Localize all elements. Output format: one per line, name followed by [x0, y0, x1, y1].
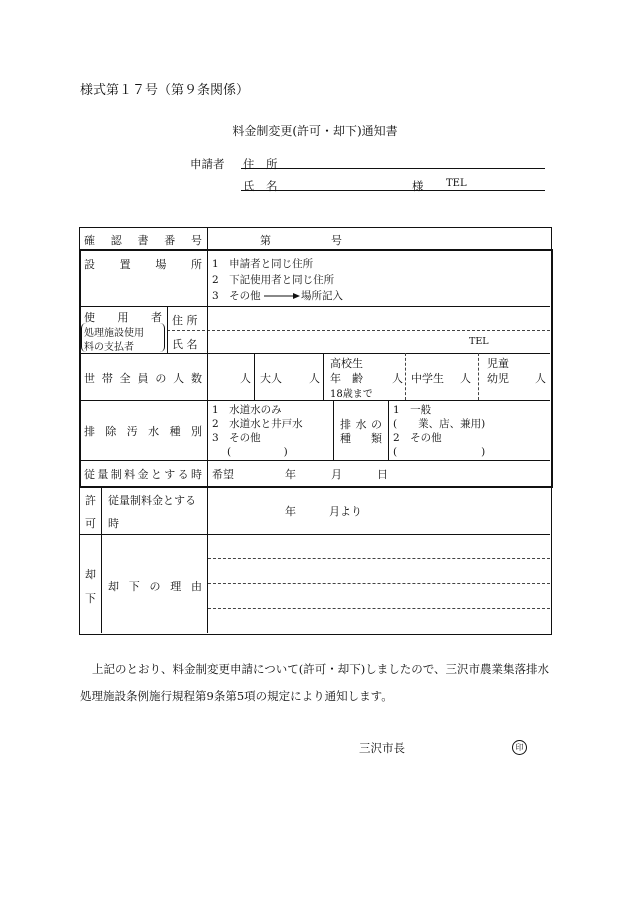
confirm-number-label: 確 認 書 番 号: [84, 234, 202, 247]
confirm-number-prefix: 第: [260, 234, 271, 247]
household-unit: 人: [240, 372, 251, 385]
applicant-name-line[interactable]: [241, 190, 545, 191]
permit-char-divider: [101, 486, 102, 633]
location-option-2[interactable]: 2 下記使用者と同じ住所: [212, 274, 335, 286]
waste-divider: [333, 400, 334, 460]
row-separator: [79, 353, 550, 354]
signer: 三沢市長: [359, 741, 405, 755]
location-option-1[interactable]: 1 申請者と同じ住所: [212, 258, 314, 270]
waste-type-label: 排 除 汚 水 種 別: [84, 425, 202, 438]
drain-option-2[interactable]: 2 その他: [393, 432, 442, 444]
applicant-tel-label: TEL: [446, 178, 467, 189]
location-arrow-text: 場所記入: [301, 290, 343, 302]
user-tel-label: TEL: [469, 336, 489, 347]
user-name-label: 氏 名: [172, 338, 198, 351]
meter-day-unit: 日: [377, 468, 388, 481]
high-school-unit: 人: [392, 372, 403, 385]
child-unit: 人: [535, 372, 546, 385]
household-divider: [323, 353, 324, 400]
row-separator-dashed: [167, 330, 550, 331]
adult-label: 大人: [260, 372, 282, 385]
reject-reason-label: 却 下 の 理 由: [108, 580, 202, 593]
user-sub-divider: [167, 306, 168, 353]
household-label: 世 帯 全 員 の 人 数: [84, 372, 202, 385]
high-school-label: 高校生: [330, 357, 363, 370]
applicant-address-line[interactable]: [241, 168, 545, 169]
child-label-2: 幼児: [487, 372, 509, 385]
drain-type-label-1: 排 水 の: [340, 418, 382, 431]
high-school-age-label: 年 齢: [330, 372, 363, 385]
applicant-honorific: 様: [412, 179, 424, 193]
notice-paragraph: 上記のとおり、料金制変更申請について(許可・却下)しましたので、三沢市農業集落排水処理施設条例施行規程第9条第5項の規定により通知します。: [80, 662, 550, 703]
row-separator: [79, 400, 550, 401]
reject-char-2: 下: [85, 592, 96, 605]
permit-text-2: 時: [108, 517, 119, 530]
meter-wish-label: 希望: [212, 468, 234, 481]
reason-line-3[interactable]: [208, 608, 550, 609]
user-sub-label-1: 処理施設使用: [84, 328, 144, 339]
waste-divider: [388, 400, 389, 460]
arrow-right-icon: [264, 291, 300, 301]
permit-text-1: 従量制料金とする: [108, 494, 196, 507]
form-number: 様式第１７号（第９条関係）: [80, 83, 250, 98]
user-sub-label-2: 料の支払者: [84, 342, 134, 353]
junior-high-label: 中学生: [411, 372, 444, 385]
seal-icon: 印: [512, 740, 527, 755]
drain-option-1[interactable]: 1 一般: [393, 404, 432, 416]
reject-char-1: 却: [85, 568, 96, 581]
location-option-3[interactable]: 3 その他: [212, 290, 261, 302]
water-other-field[interactable]: ( ): [227, 446, 288, 458]
applicant-label: 申請者: [190, 157, 225, 171]
water-option-1[interactable]: 1 水道水のみ: [212, 404, 282, 416]
meter-year-unit: 年: [285, 468, 296, 481]
meter-month-unit: 月: [331, 468, 342, 481]
confirm-number-suffix: 号: [331, 234, 342, 247]
drain-other-field[interactable]: ( ): [393, 446, 486, 458]
water-option-3[interactable]: 3 その他: [212, 432, 261, 444]
reason-line-2[interactable]: [208, 583, 550, 584]
applicant-name-label: 氏 名: [243, 179, 278, 193]
user-address-label: 住 所: [172, 314, 198, 327]
child-label-1: 児童: [487, 357, 509, 370]
adult-unit: 人: [309, 372, 320, 385]
label-column-divider: [207, 227, 208, 633]
permit-char-1: 許: [85, 494, 96, 507]
household-divider-dashed: [405, 353, 406, 400]
high-school-age-range: 18歳まで: [330, 389, 373, 400]
reason-line-1[interactable]: [208, 558, 550, 559]
household-divider-dashed: [478, 353, 479, 400]
drain-type-label-2: 種 類: [340, 432, 382, 445]
permit-from-date: 年 月より: [285, 505, 362, 518]
row-separator: [79, 460, 550, 461]
user-label: 使 用 者: [84, 311, 162, 324]
row-separator: [79, 306, 550, 307]
document-title: 料金制変更(許可・却下)通知書: [232, 124, 398, 138]
location-label: 設 置 場 所: [84, 258, 202, 271]
household-divider: [254, 353, 255, 400]
drain-option-1-detail[interactable]: ( 業、店、兼用): [393, 418, 486, 430]
applicant-address-label: 住 所: [243, 157, 278, 171]
permit-char-2: 可: [85, 517, 96, 530]
meter-rate-label: 従 量 制 料 金 と す る 時: [84, 468, 202, 481]
row-separator: [79, 534, 550, 535]
junior-high-unit: 人: [460, 372, 471, 385]
water-option-2[interactable]: 2 水道水と井戸水: [212, 418, 303, 430]
